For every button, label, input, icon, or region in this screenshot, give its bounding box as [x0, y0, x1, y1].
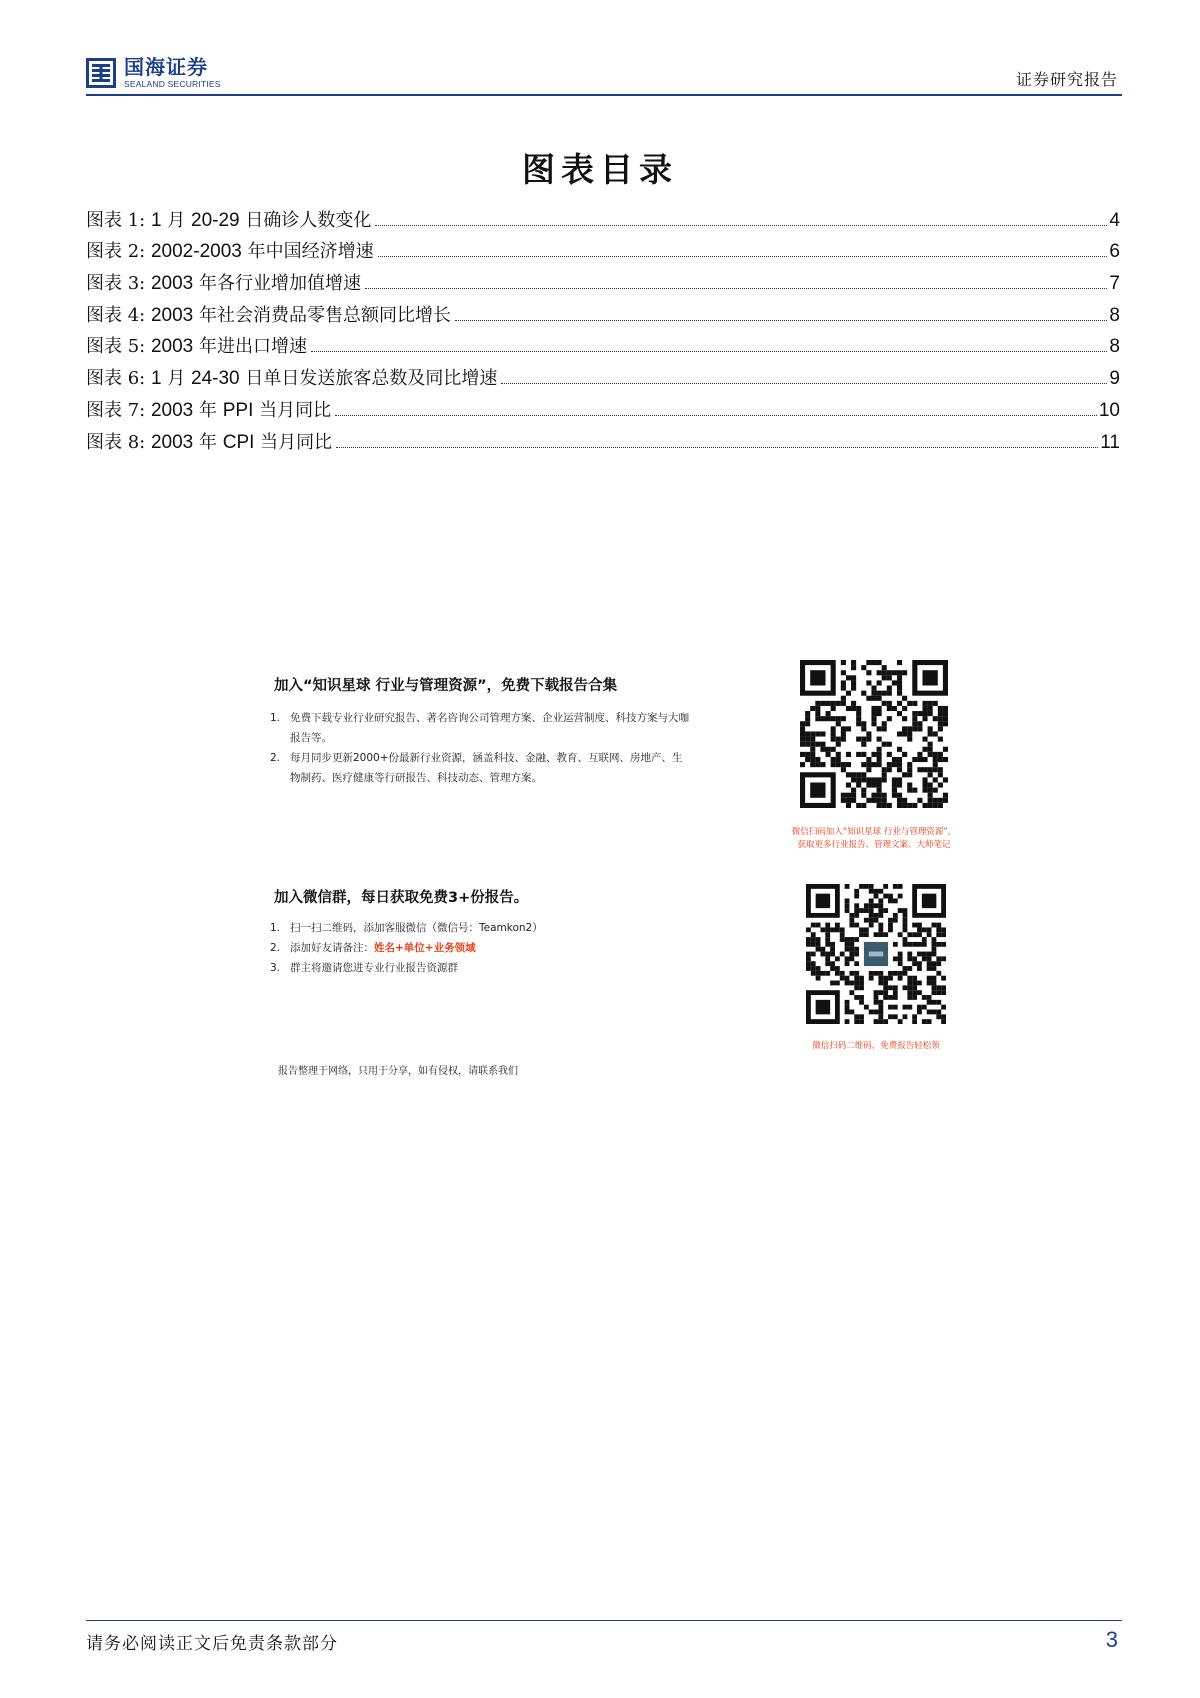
toc-leader-dots	[501, 383, 1107, 384]
logo-chinese-name: 国海证券	[124, 55, 208, 80]
toc-entry-label: 图表 1: 1 月 20-29 日确诊人数变化	[86, 209, 372, 231]
toc-leader-dots	[311, 351, 1107, 352]
toc-entry-label: 图表 6: 1 月 24-30 日单日发送旅客总数及同比增速	[86, 368, 498, 390]
toc-leader-dots	[378, 256, 1108, 257]
wechat-qr-caption: 微信扫码二维码，免费报告轻松领	[812, 1041, 940, 1051]
toc-entry-label: 图表 7: 2003 年 PPI 当月同比	[86, 399, 332, 421]
toc-page-number: 6	[1109, 241, 1120, 263]
toc-row[interactable]	[86, 422, 1120, 454]
toc-leader-dots	[375, 225, 1107, 226]
promo-block	[270, 660, 970, 1080]
toc-row[interactable]	[86, 358, 1120, 390]
toc-row[interactable]	[86, 295, 1120, 327]
toc-entry-label: 图表 8: 2003 年 CPI 当月同比	[86, 431, 333, 453]
toc-leader-dots	[336, 447, 1098, 448]
planet-list	[270, 708, 690, 788]
company-logo	[86, 56, 221, 90]
toc-row[interactable]	[86, 390, 1120, 422]
toc-page-number: 9	[1109, 368, 1120, 390]
toc-title: 图表目录	[522, 150, 678, 189]
toc-page-number: 4	[1109, 209, 1120, 231]
toc-leader-dots	[455, 320, 1107, 321]
planet-qr-caption: 微信扫码加入“知识星球 行业与管理资源”， 获取更多行业报告、管理文案、大师笔记	[791, 827, 957, 850]
page-number: 3	[1105, 1627, 1118, 1652]
toc-row[interactable]	[86, 232, 1120, 264]
page-header	[86, 52, 1122, 96]
planet-heading: 加入“知识星球 行业与管理资源”，免费下载报告合集	[274, 678, 618, 694]
toc-entry-label: 图表 5: 2003 年进出口增速	[86, 336, 307, 358]
toc-page-number: 7	[1109, 273, 1120, 295]
toc-page-number: 10	[1098, 399, 1120, 421]
toc-entry-label: 图表 4: 2003 年社会消费品零售总额同比增长	[86, 304, 451, 326]
list-item: 2. 添加好友请备注：姓名+单位+业务领域	[270, 942, 476, 954]
document-type: 证券研究报告	[1015, 70, 1118, 89]
toc-page-number: 11	[1100, 431, 1120, 453]
list-item: 1. 免费下载专业行业研究报告、著名咨询公司管理方案、企业运营制度、科技方案与大咖报告等。	[270, 712, 689, 744]
logo-english-name: SEALAND SECURITIES	[124, 79, 221, 90]
table-of-figures	[86, 200, 1120, 454]
toc-row[interactable]	[86, 200, 1120, 232]
source-note: 报告整理于网络，只用于分享，如有侵权，请联系我们	[278, 1066, 518, 1077]
list-item: 2. 每月同步更新2000+份最新行业资源，涵盖科技、金融、教育、互联网、房地产、生物制药、医疗健康等行研报告、科技动态、管理方案。	[270, 752, 683, 784]
wechat-qr-code[interactable]	[806, 884, 946, 1024]
list-item: 1. 扫一扫二维码，添加客服微信（微信号：Teamkon2）	[270, 922, 543, 934]
toc-leader-dots	[365, 288, 1107, 289]
disclaimer-note: 请务必阅读正文后免责条款部分	[86, 1634, 338, 1654]
toc-page-number: 8	[1109, 304, 1120, 326]
toc-entry-label: 图表 2: 2002-2003 年中国经济增速	[86, 241, 374, 263]
wechat-heading: 加入微信群，每日获取免费3+份报告。	[274, 890, 529, 906]
toc-row[interactable]	[86, 327, 1120, 359]
planet-qr-code[interactable]	[800, 660, 948, 808]
list-item: 3. 群主将邀请您进专业行业报告资源群	[270, 962, 458, 974]
toc-page-number: 8	[1109, 336, 1120, 358]
page-footer	[86, 1620, 1122, 1661]
sealand-logo-icon	[86, 58, 116, 88]
wechat-list	[270, 918, 690, 978]
toc-leader-dots	[335, 415, 1097, 416]
toc-entry-label: 图表 3: 2003 年各行业增加值增速	[86, 273, 361, 295]
remark-format-highlight: 姓名+单位+业务领域	[374, 942, 476, 954]
toc-row[interactable]	[86, 263, 1120, 295]
